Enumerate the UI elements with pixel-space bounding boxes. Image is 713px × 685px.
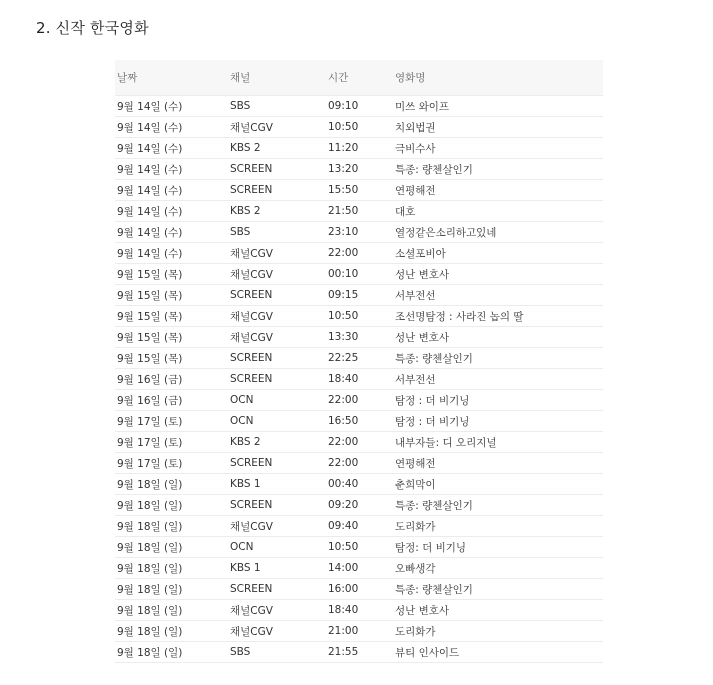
cell-movie-title: 극비수사	[393, 138, 603, 159]
cell-date: 9월 14일 (수)	[115, 96, 228, 117]
cell-channel: KBS 2	[228, 138, 326, 159]
cell-date: 9월 18일 (일)	[115, 621, 228, 642]
table-row	[115, 222, 603, 243]
cell-time: 22:00	[326, 390, 393, 411]
cell-time: 16:00	[326, 579, 393, 600]
header-movie-title: 영화명	[393, 60, 603, 96]
cell-movie-title: 특종: 량첸살인기	[393, 348, 603, 369]
cell-movie-title: 내부자들: 디 오리지널	[393, 432, 603, 453]
cell-channel: OCN	[228, 390, 326, 411]
cell-channel: SCREEN	[228, 495, 326, 516]
cell-movie-title: 춘희막이	[393, 474, 603, 495]
cell-movie-title: 대호	[393, 201, 603, 222]
table-header-row	[115, 60, 603, 96]
cell-time: 21:55	[326, 642, 393, 663]
cell-time: 00:40	[326, 474, 393, 495]
table-row	[115, 306, 603, 327]
cell-time: 22:00	[326, 243, 393, 264]
cell-movie-title: 탐정 : 더 비기닝	[393, 390, 603, 411]
table-row	[115, 642, 603, 663]
cell-channel: 채널CGV	[228, 621, 326, 642]
cell-movie-title: 소셜포비아	[393, 243, 603, 264]
header-channel: 채널	[228, 60, 326, 96]
cell-date: 9월 14일 (수)	[115, 180, 228, 201]
cell-date: 9월 14일 (수)	[115, 117, 228, 138]
cell-channel: SCREEN	[228, 453, 326, 474]
cell-time: 21:00	[326, 621, 393, 642]
cell-channel: OCN	[228, 411, 326, 432]
table-row	[115, 348, 603, 369]
table-row	[115, 558, 603, 579]
table-row	[115, 453, 603, 474]
cell-movie-title: 미쓰 와이프	[393, 96, 603, 117]
cell-time: 18:40	[326, 369, 393, 390]
table-row	[115, 369, 603, 390]
header-time: 시간	[326, 60, 393, 96]
cell-movie-title: 특종: 량첸살인기	[393, 579, 603, 600]
cell-time: 10:50	[326, 306, 393, 327]
cell-date: 9월 18일 (일)	[115, 579, 228, 600]
cell-date: 9월 18일 (일)	[115, 474, 228, 495]
cell-movie-title: 성난 변호사	[393, 264, 603, 285]
cell-time: 00:10	[326, 264, 393, 285]
cell-date: 9월 18일 (일)	[115, 516, 228, 537]
cell-channel: SBS	[228, 642, 326, 663]
table-row	[115, 264, 603, 285]
cell-time: 14:00	[326, 558, 393, 579]
table-row	[115, 159, 603, 180]
cell-movie-title: 탐정: 더 비기닝	[393, 537, 603, 558]
cell-time: 22:00	[326, 453, 393, 474]
table-row	[115, 495, 603, 516]
cell-channel: SBS	[228, 96, 326, 117]
cell-date: 9월 18일 (일)	[115, 600, 228, 621]
cell-time: 09:15	[326, 285, 393, 306]
cell-channel: KBS 1	[228, 474, 326, 495]
cell-date: 9월 18일 (일)	[115, 537, 228, 558]
cell-channel: 채널CGV	[228, 306, 326, 327]
cell-date: 9월 15일 (목)	[115, 327, 228, 348]
cell-time: 09:40	[326, 516, 393, 537]
table-body	[115, 96, 603, 663]
cell-date: 9월 17일 (토)	[115, 453, 228, 474]
cell-movie-title: 연평해전	[393, 180, 603, 201]
cell-channel: SCREEN	[228, 579, 326, 600]
cell-movie-title: 서부전선	[393, 285, 603, 306]
cell-date: 9월 14일 (수)	[115, 222, 228, 243]
table-row	[115, 579, 603, 600]
cell-channel: 채널CGV	[228, 264, 326, 285]
cell-movie-title: 서부전선	[393, 369, 603, 390]
cell-date: 9월 14일 (수)	[115, 159, 228, 180]
cell-movie-title: 특종: 량첸살인기	[393, 159, 603, 180]
table-row	[115, 516, 603, 537]
cell-time: 11:20	[326, 138, 393, 159]
table-row	[115, 432, 603, 453]
cell-date: 9월 18일 (일)	[115, 642, 228, 663]
table-row	[115, 96, 603, 117]
cell-channel: OCN	[228, 537, 326, 558]
cell-time: 15:50	[326, 180, 393, 201]
cell-date: 9월 14일 (수)	[115, 201, 228, 222]
cell-date: 9월 14일 (수)	[115, 243, 228, 264]
cell-date: 9월 16일 (금)	[115, 390, 228, 411]
cell-movie-title: 성난 변호사	[393, 327, 603, 348]
table-row	[115, 474, 603, 495]
cell-channel: SBS	[228, 222, 326, 243]
table-row	[115, 138, 603, 159]
cell-time: 13:30	[326, 327, 393, 348]
table-row	[115, 180, 603, 201]
cell-channel: KBS 2	[228, 432, 326, 453]
cell-date: 9월 15일 (목)	[115, 306, 228, 327]
cell-channel: 채널CGV	[228, 327, 326, 348]
cell-movie-title: 열정같은소리하고있네	[393, 222, 603, 243]
cell-movie-title: 조선명탐정 : 사라진 놉의 딸	[393, 306, 603, 327]
table-row	[115, 600, 603, 621]
table-row	[115, 537, 603, 558]
table-row	[115, 285, 603, 306]
cell-date: 9월 17일 (토)	[115, 411, 228, 432]
cell-date: 9월 18일 (일)	[115, 558, 228, 579]
table-row	[115, 621, 603, 642]
cell-time: 22:00	[326, 432, 393, 453]
cell-time: 13:20	[326, 159, 393, 180]
cell-time: 22:25	[326, 348, 393, 369]
cell-channel: KBS 2	[228, 201, 326, 222]
cell-movie-title: 연평해전	[393, 453, 603, 474]
cell-time: 21:50	[326, 201, 393, 222]
cell-channel: 채널CGV	[228, 243, 326, 264]
cell-time: 16:50	[326, 411, 393, 432]
cell-channel: KBS 1	[228, 558, 326, 579]
cell-date: 9월 16일 (금)	[115, 369, 228, 390]
cell-movie-title: 뷰티 인사이드	[393, 642, 603, 663]
cell-channel: SCREEN	[228, 285, 326, 306]
cell-channel: SCREEN	[228, 348, 326, 369]
table-row	[115, 390, 603, 411]
cell-time: 09:10	[326, 96, 393, 117]
cell-time: 18:40	[326, 600, 393, 621]
cell-channel: 채널CGV	[228, 600, 326, 621]
table-row	[115, 327, 603, 348]
cell-date: 9월 18일 (일)	[115, 495, 228, 516]
cell-movie-title: 도리화가	[393, 621, 603, 642]
cell-movie-title: 치외법권	[393, 117, 603, 138]
cell-date: 9월 17일 (토)	[115, 432, 228, 453]
cell-channel: SCREEN	[228, 159, 326, 180]
cell-channel: SCREEN	[228, 180, 326, 201]
cell-time: 23:10	[326, 222, 393, 243]
cell-time: 10:50	[326, 537, 393, 558]
table-row	[115, 243, 603, 264]
cell-date: 9월 15일 (목)	[115, 264, 228, 285]
cell-time: 10:50	[326, 117, 393, 138]
cell-channel: 채널CGV	[228, 516, 326, 537]
section-title: 2. 신작 한국영화	[36, 19, 149, 37]
cell-movie-title: 오빠생각	[393, 558, 603, 579]
cell-movie-title: 탐정 : 더 비기닝	[393, 411, 603, 432]
cell-channel: 채널CGV	[228, 117, 326, 138]
cell-date: 9월 15일 (목)	[115, 348, 228, 369]
cell-date: 9월 14일 (수)	[115, 138, 228, 159]
cell-time: 09:20	[326, 495, 393, 516]
cell-date: 9월 15일 (목)	[115, 285, 228, 306]
cell-movie-title: 특종: 량첸살인기	[393, 495, 603, 516]
cell-channel: SCREEN	[228, 369, 326, 390]
header-date: 날짜	[115, 60, 228, 96]
cell-movie-title: 성난 변호사	[393, 600, 603, 621]
cell-movie-title: 도리화가	[393, 516, 603, 537]
table-row	[115, 201, 603, 222]
table-row	[115, 117, 603, 138]
movie-schedule-table	[115, 60, 603, 663]
table-row	[115, 411, 603, 432]
